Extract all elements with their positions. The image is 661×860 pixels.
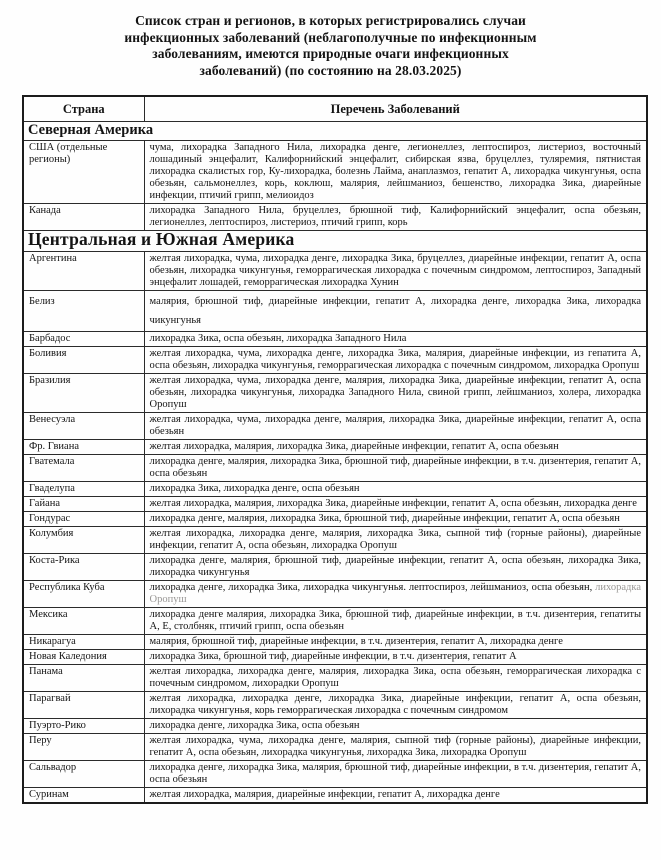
diseases-text: желтая лихорадка, лихорадка денге, малярия, лихорадка Зика, оспа обезьян, геморрагическая лихорадка с почечным синдромом, лихорадки Оропуш — [149, 665, 641, 689]
table-row — [23, 290, 647, 331]
diseases-cell — [144, 733, 647, 760]
diseases-text: лихорадка денге, малярия, брюшной тиф, диарейные инфекции, гепатит А, оспа обезьян, лихорадка Зика, лихорадка чикунгунья — [149, 554, 641, 578]
diseases-cell — [144, 481, 647, 496]
country-cell — [23, 733, 144, 760]
diseases-text: желтая лихорадка, лихорадка денге, малярия, лихорадка Зика, сыпной тиф (горные районы), диарейные инфекции, гепатит А, оспа обезьян, лихорадка Оропуш — [149, 527, 641, 551]
diseases-cell — [144, 203, 647, 230]
country-name: Панама — [29, 665, 63, 677]
country-cell — [23, 526, 144, 553]
table-row — [23, 373, 647, 412]
diseases-text: желтая лихорадка, малярия, лихорадка Зика, диарейные инфекции, гепатит А, оспа обезьян, лихорадка денге — [149, 497, 637, 509]
diseases-muted-text: лихорадка Оропуш — [149, 581, 641, 605]
country-name: Колумбия — [29, 527, 74, 539]
diseases-text: желтая лихорадка, чума, лихорадка денге, малярия, лихорадка Зика, диарейные инфекции, гепатит А, оспа обезьян, лихорадка чикунгунья, лихорадка Западного Нила, свиной грипп, лейшманиоз, холера, лихорадка Оропуш — [149, 374, 641, 410]
country-name: Барбадос — [29, 332, 71, 344]
diseases-text: малярия, брюшной тиф, диарейные инфекции, в т.ч. дизентерия, гепатит А, лихорадка денге — [149, 635, 563, 647]
country-name: Фр. Гвиана — [29, 440, 79, 452]
diseases-cell — [144, 787, 647, 803]
country-cell — [23, 580, 144, 607]
country-cell — [23, 553, 144, 580]
country-cell — [23, 649, 144, 664]
diseases-cell — [144, 346, 647, 373]
country-cell — [23, 691, 144, 718]
country-cell — [23, 664, 144, 691]
section-cell — [23, 121, 647, 140]
country-name: Республика Куба — [29, 581, 105, 593]
diseases-text: лихорадка денге малярия, лихорадка Зика, брюшной тиф, диарейные инфекции, в т.ч. дизентерия, гепатиты А, Е, столбняк, птичий грипп, оспа обезьян — [149, 608, 641, 632]
section-label: Северная Америка — [28, 121, 154, 138]
table-row — [23, 733, 647, 760]
diseases-cell — [144, 439, 647, 454]
diseases-header-cell: Перечень Заболеваний — [144, 96, 647, 121]
country-cell — [23, 346, 144, 373]
diseases-text: желтая лихорадка, чума, лихорадка денге, малярия, лихорадка Зика, диарейные инфекции, гепатит А, оспа обезьян — [149, 413, 641, 437]
section-cell — [23, 230, 647, 251]
diseases-text: желтая лихорадка, лихорадка денге, лихорадка Зика, диарейные инфекции, гепатит А, оспа обезьян, лихорадка чикунгунья, корь геморрагическая лихорадка с почечным синдромом — [149, 692, 641, 716]
table-row — [23, 412, 647, 439]
diseases-text: желтая лихорадка, малярия, диарейные инфекции, гепатит А, лихорадка денге — [149, 788, 500, 800]
country-name: Никарагуа — [29, 635, 76, 647]
diseases-text: лихорадка денге, лихорадка Зика, малярия, брюшной тиф, диарейные инфекции, в т.ч. дизентерия, гепатит А, оспа обезьян — [149, 761, 641, 785]
diseases-text: желтая лихорадка, малярия, лихорадка Зика, диарейные инфекции, гепатит А, оспа обезьян — [149, 440, 559, 452]
diseases-cell — [144, 664, 647, 691]
country-name: Пуэрто-Рико — [29, 719, 86, 731]
disease-table — [22, 95, 648, 804]
diseases-text: лихорадка денге, малярия, лихорадка Зика, брюшной тиф, диарейные инфекции, гепатит А, оспа обезьян — [149, 512, 620, 524]
country-name: Коста-Рика — [29, 554, 80, 566]
title-line-1: Список стран и регионов, в которых регистрировались случаи — [135, 13, 526, 28]
country-name: Суринам — [29, 788, 69, 800]
diseases-cell — [144, 760, 647, 787]
diseases-text: лихорадка денге, лихорадка Зика, лихорадка чикунгунья. лептоспироз, лейшманиоз, оспа обезьян, — [149, 581, 593, 593]
country-cell — [23, 607, 144, 634]
diseases-text: лихорадка Зика, оспа обезьян, лихорадка Западного Нила — [149, 332, 407, 344]
country-cell — [23, 718, 144, 733]
table-row — [23, 553, 647, 580]
diseases-cell — [144, 553, 647, 580]
diseases-text: малярия, брюшной тиф, диарейные инфекции, гепатит А, лихорадка денге, лихорадка Зика, лихорадка чикунгунья — [149, 295, 641, 326]
title-line-3: заболеваниям, имеются природные очаги инфекционных — [152, 46, 509, 61]
diseases-cell — [144, 496, 647, 511]
table-row — [23, 787, 647, 803]
country-name: Сальвадор — [29, 761, 77, 773]
diseases-text: лихорадка денге, малярия, лихорадка Зика, брюшной тиф, диарейные инфекции, в т.ч. дизентерия, гепатит А, оспа обезьян — [149, 455, 641, 479]
diseases-cell — [144, 634, 647, 649]
table-row — [23, 607, 647, 634]
table-row — [23, 664, 647, 691]
diseases-cell — [144, 290, 647, 331]
diseases-text: лихорадка Зика, брюшной тиф, диарейные инфекции, в т.ч. дизентерия, гепатит А — [149, 650, 517, 662]
diseases-cell — [144, 526, 647, 553]
table-row — [23, 718, 647, 733]
country-name: Перу — [29, 734, 52, 746]
table-head — [23, 96, 647, 121]
country-header-cell: Страна — [23, 96, 144, 121]
table-row — [23, 331, 647, 346]
country-cell — [23, 412, 144, 439]
country-name: Гваделупа — [29, 482, 75, 494]
country-name: Венесуэла — [29, 413, 76, 425]
diseases-text: лихорадка Зика, лихорадка денге, оспа обезьян — [149, 482, 360, 494]
country-cell — [23, 203, 144, 230]
country-cell — [23, 140, 144, 203]
diseases-cell — [144, 511, 647, 526]
section-row — [23, 121, 647, 140]
table-body — [23, 121, 647, 803]
diseases-cell — [144, 373, 647, 412]
diseases-cell — [144, 331, 647, 346]
country-name: Белиз — [29, 295, 55, 307]
country-cell — [23, 787, 144, 803]
country-name: Канада — [29, 204, 61, 216]
diseases-cell — [144, 649, 647, 664]
diseases-cell — [144, 580, 647, 607]
table-row — [23, 481, 647, 496]
section-row — [23, 230, 647, 251]
diseases-text: желтая лихорадка, чума, лихорадка денге, лихорадка Зика, бруцеллез, диарейные инфекции, гепатит А, оспа обезьян, лихорадка чикунгунья, геморрагическая лихорадка с почечным синдромом, лептоспироз, Западный энцефалит лошадей, геморрагическая лихорадка Хунин — [149, 252, 641, 288]
country-cell — [23, 373, 144, 412]
country-cell — [23, 290, 144, 331]
country-cell — [23, 634, 144, 649]
diseases-cell — [144, 454, 647, 481]
table-row — [23, 691, 647, 718]
title-line-4: заболеваний) (по состоянию на 28.03.2025) — [199, 62, 462, 78]
diseases-cell — [144, 412, 647, 439]
country-cell — [23, 496, 144, 511]
table-row — [23, 649, 647, 664]
table-row — [23, 439, 647, 454]
country-cell — [23, 454, 144, 481]
country-cell — [23, 481, 144, 496]
table-row — [23, 346, 647, 373]
country-cell — [23, 251, 144, 290]
country-cell — [23, 439, 144, 454]
table-row — [23, 496, 647, 511]
diseases-text: лихорадка Западного Нила, бруцеллез, брюшной тиф, Калифорнийский энцефалит, оспа обезьян, легионеллез, лептоспироз, листериоз, птичий грипп, корь — [149, 204, 641, 228]
diseases-text: чума, лихорадка Западного Нила, лихорадка денге, легионеллез, лептоспироз, листериоз, восточный лошадиный энцефалит, Калифорнийский энцефалит, сибирская язва, бруцеллез, туляремия, пятнистая лихорадка скалистых гор, Ку-лихорадка, болезнь Лайма, анаплазмоз, гепатит А, лихорадка чикунгунья, оспа обезьян, сальмонеллез, корь, коклюш, малярия, лейшманиоз, бешенство, лихорадка Зика, диарейные инфекции, птичий грипп, мелиоидоз — [149, 141, 641, 201]
section-label: Центральная и Южная Америка — [28, 228, 295, 249]
country-cell — [23, 331, 144, 346]
diseases-cell — [144, 691, 647, 718]
diseases-cell — [144, 251, 647, 290]
page-title — [76, 13, 586, 79]
table-row — [23, 526, 647, 553]
table-row — [23, 251, 647, 290]
table-row — [23, 760, 647, 787]
table-row — [23, 511, 647, 526]
country-name: Боливия — [29, 347, 67, 359]
country-name: Гондурас — [29, 512, 71, 524]
table-header-row — [23, 96, 647, 121]
table-row — [23, 580, 647, 607]
table-row — [23, 203, 647, 230]
diseases-cell — [144, 718, 647, 733]
country-name: Новая Каледония — [29, 650, 107, 662]
country-name: Гайана — [29, 497, 61, 509]
country-name: Гватемала — [29, 455, 75, 467]
table-row — [23, 140, 647, 203]
country-cell — [23, 760, 144, 787]
country-name: Бразилия — [29, 374, 71, 386]
country-name: Мексика — [29, 608, 68, 620]
title-line-2: инфекционных заболеваний (неблагополучные по инфекционным — [124, 29, 537, 45]
country-name: Парагвай — [29, 692, 71, 704]
diseases-text: желтая лихорадка, чума, лихорадка денге, лихорадка Зика, малярия, диарейные инфекции, из гепатита А, оспа обезьян, лихорадка чикунгунья, геморрагическая лихорадка с почечным синдромом, лихорадка Оропуш — [149, 347, 641, 371]
diseases-cell — [144, 607, 647, 634]
diseases-text: лихорадка денге, лихорадка Зика, оспа обезьян — [149, 719, 360, 731]
diseases-cell — [144, 140, 647, 203]
table-row — [23, 454, 647, 481]
country-cell — [23, 511, 144, 526]
diseases-text: желтая лихорадка, чума, лихорадка денге, малярия, сыпной тиф (горные районы), диарейные инфекции, гепатит А, оспа обезьян, лихорадка чикунгунья, лихорадка Зика, лихорадка Оропуш — [149, 734, 641, 758]
table-row — [23, 634, 647, 649]
country-name: Аргентина — [29, 252, 77, 264]
country-name: США (отдельные регионы) — [29, 141, 108, 165]
